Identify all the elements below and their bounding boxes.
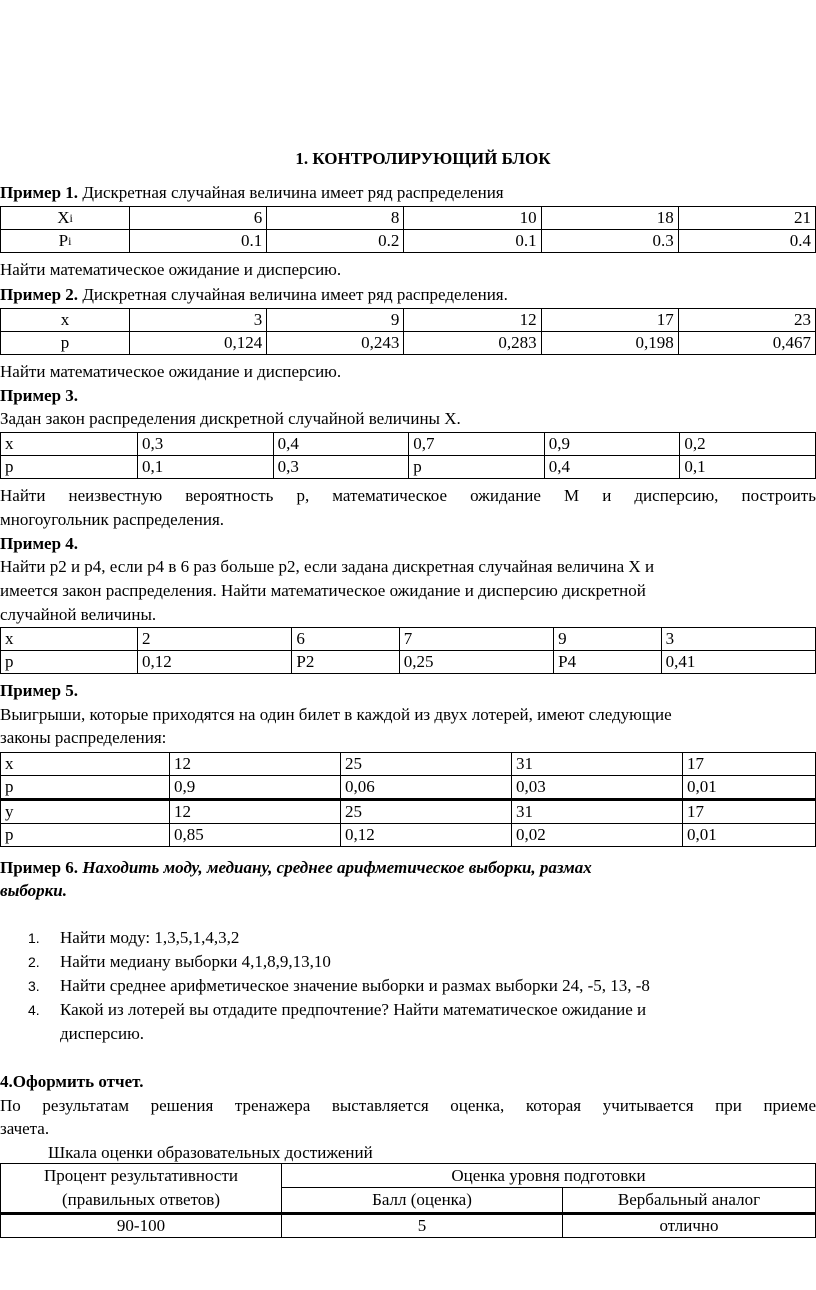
example-6-italic-1: Находить моду, медиану, среднее арифметическое выборки, размах xyxy=(78,858,592,877)
table-cell: 7 xyxy=(399,628,553,651)
table-cell: 3 xyxy=(130,309,267,332)
example-5-row-head-x: x xyxy=(1,753,170,776)
table-cell: 0,1 xyxy=(138,456,274,479)
table-cell: 9 xyxy=(554,628,661,651)
example-3-text: Задан закон распределения дискретной случайной величины Х. xyxy=(0,409,461,428)
example-4-row-head-p: p xyxy=(1,651,138,674)
report-line-2: зачета. xyxy=(0,1119,50,1138)
table-cell: 0.2 xyxy=(267,230,404,253)
list-item-number: 1. xyxy=(28,930,40,946)
table-cell: 0.4 xyxy=(678,230,815,253)
example-4-line-1: Найти p2 и p4, если p4 в 6 раз больше p2, если задана дискретная случайная величина Х и xyxy=(0,557,655,576)
example-1-table xyxy=(0,206,816,253)
example-2-task: Найти математическое ожидание и дисперсию. xyxy=(0,362,342,381)
list-item-text: Найти медиану выборки 4,1,8,9,13,10 xyxy=(60,952,331,971)
report-line-1: По результатам решения тренажера выставляется оценка, которая учитывается при приеме xyxy=(0,1096,816,1115)
grading-col-group: Оценка уровня подготовки xyxy=(282,1164,816,1188)
table-cell: 0,1 xyxy=(680,456,816,479)
example-5-row-head-p: p xyxy=(1,776,170,800)
grading-table xyxy=(0,1163,816,1238)
table-cell: 0,06 xyxy=(341,776,512,800)
table-cell: 12 xyxy=(170,753,341,776)
table-cell: 0,03 xyxy=(512,776,683,800)
table-cell: 0,85 xyxy=(170,824,341,847)
table-cell: 2 xyxy=(138,628,292,651)
table-cell: 0,467 xyxy=(678,332,815,355)
example-3-row-head-x: x xyxy=(1,433,138,456)
table-cell: 17 xyxy=(683,753,816,776)
example-4-line-3: случайной величины. xyxy=(0,605,157,624)
table-cell: 90-100 xyxy=(1,1214,282,1238)
grading-col-percent: Процент результативности (правильных ответов) xyxy=(1,1164,282,1214)
example-3-row-head-p: p xyxy=(1,456,138,479)
table-cell: 0,01 xyxy=(683,824,816,847)
table-cell: 0,2 xyxy=(680,433,816,456)
list-item-text: Найти моду: 1,3,5,1,4,3,2 xyxy=(60,928,240,947)
table-cell: 3 xyxy=(661,628,815,651)
table-cell: 0,9 xyxy=(170,776,341,800)
table-cell: 0.1 xyxy=(130,230,267,253)
list-item xyxy=(28,926,808,950)
table-cell: 25 xyxy=(341,753,512,776)
example-5-row-head-p2: p xyxy=(1,824,170,847)
section-heading: 1. КОНТРОЛИРУЮЩИЙ БЛОК xyxy=(295,149,551,168)
table-cell: 17 xyxy=(683,800,816,824)
table-cell: 8 xyxy=(267,207,404,230)
example-1-label: Пример 1. xyxy=(0,183,79,202)
table-cell: 0,9 xyxy=(544,433,680,456)
table-cell: 0.1 xyxy=(404,230,541,253)
table-cell: 0.3 xyxy=(541,230,678,253)
example-6-italic-2-wrap xyxy=(0,880,67,902)
example-5-line-2: законы распределения: xyxy=(0,728,167,747)
table-cell: 0,41 xyxy=(661,651,815,674)
task-list xyxy=(28,926,808,1046)
table-cell: 0,12 xyxy=(138,651,292,674)
example-3-task-line-1: Найти неизвестную вероятность p, математическое ожидание М и дисперсию, построить xyxy=(0,486,816,505)
table-cell: 0,01 xyxy=(683,776,816,800)
list-item-number: 3. xyxy=(28,978,40,994)
example-5-line-1: Выигрыши, которые приходятся на один билет в каждой из двух лотерей, имеют следующие xyxy=(0,705,672,724)
example-4-label: Пример 4. xyxy=(0,534,79,553)
table-cell: 0,243 xyxy=(267,332,404,355)
table-cell: 12 xyxy=(404,309,541,332)
table-cell: 10 xyxy=(404,207,541,230)
table-cell: 25 xyxy=(341,800,512,824)
table-cell: 21 xyxy=(678,207,815,230)
table-cell: 6 xyxy=(130,207,267,230)
example-4-row-head-x: x xyxy=(1,628,138,651)
example-1-text: Дискретная случайная величина имеет ряд распределения xyxy=(78,183,504,202)
grading-col-score: Балл (оценка) xyxy=(282,1188,563,1214)
example-2-row-head-x: x xyxy=(1,309,130,332)
list-item-text: Найти среднее арифметическое значение выборки и размах выборки 24, -5, 13, -8 xyxy=(60,976,650,995)
table-cell: 31 xyxy=(512,753,683,776)
table-cell: отлично xyxy=(563,1214,816,1238)
report-title: 4.Оформить отчет. xyxy=(0,1072,144,1091)
list-item-text-cont: дисперсию. xyxy=(60,1024,145,1043)
grading-col-verbal: Вербальный аналог xyxy=(563,1188,816,1214)
example-6-italic-2: выборки. xyxy=(0,881,67,900)
table-cell: 18 xyxy=(541,207,678,230)
example-1-task: Найти математическое ожидание и дисперсию. xyxy=(0,260,342,279)
example-3-label: Пример 3. xyxy=(0,386,79,405)
list-item-text: Какой из лотерей вы отдадите предпочтение? Найти математическое ожидание и xyxy=(60,1000,647,1019)
table-cell: 0,4 xyxy=(544,456,680,479)
table-cell: 0,4 xyxy=(273,433,409,456)
list-item xyxy=(28,974,808,998)
table-cell: 23 xyxy=(678,309,815,332)
example-1-intro xyxy=(0,182,504,204)
table-cell: 0,283 xyxy=(404,332,541,355)
table-cell: 0,3 xyxy=(273,456,409,479)
example-2-intro xyxy=(0,284,508,306)
table-cell: 0,7 xyxy=(409,433,545,456)
table-cell: 0,02 xyxy=(512,824,683,847)
example-2-label: Пример 2. xyxy=(0,285,79,304)
table-cell: 0,25 xyxy=(399,651,553,674)
table-cell: 0,12 xyxy=(341,824,512,847)
example-6-label: Пример 6. xyxy=(0,858,79,877)
table-cell: 31 xyxy=(512,800,683,824)
table-cell: P4 xyxy=(554,651,661,674)
table-cell: 0,198 xyxy=(541,332,678,355)
example-2-row-head-p: p xyxy=(1,332,130,355)
example-3-task-line-2: многоугольник распределения. xyxy=(0,510,225,529)
example-5-row-head-y: y xyxy=(1,800,170,824)
table-cell: 0,124 xyxy=(130,332,267,355)
example-2-text: Дискретная случайная величина имеет ряд распределения. xyxy=(78,285,508,304)
example-2-table xyxy=(0,308,816,355)
example-4-line-2: имеется закон распределения. Найти математическое ожидание и дисперсию дискретной xyxy=(0,581,646,600)
list-item xyxy=(28,950,808,974)
table-cell: 9 xyxy=(267,309,404,332)
scale-caption: Шкала оценки образовательных достижений xyxy=(48,1143,373,1162)
table-cell: P2 xyxy=(292,651,399,674)
example-1-row-head-x: $X^i$ xyxy=(1,207,130,230)
example-3-table xyxy=(0,432,816,479)
example-5-table xyxy=(0,752,816,847)
list-item-number: 4. xyxy=(28,1002,40,1018)
example-5-label: Пример 5. xyxy=(0,681,79,700)
example-1-row-head-p: $P^i$ xyxy=(1,230,130,253)
list-item-number: 2. xyxy=(28,954,40,970)
table-cell: 17 xyxy=(541,309,678,332)
table-cell: p xyxy=(409,456,545,479)
table-cell: 12 xyxy=(170,800,341,824)
table-cell: 5 xyxy=(282,1214,563,1238)
example-4-table xyxy=(0,627,816,674)
table-cell: 0,3 xyxy=(138,433,274,456)
table-cell: 6 xyxy=(292,628,399,651)
list-item xyxy=(28,998,808,1046)
example-6-intro xyxy=(0,857,592,879)
